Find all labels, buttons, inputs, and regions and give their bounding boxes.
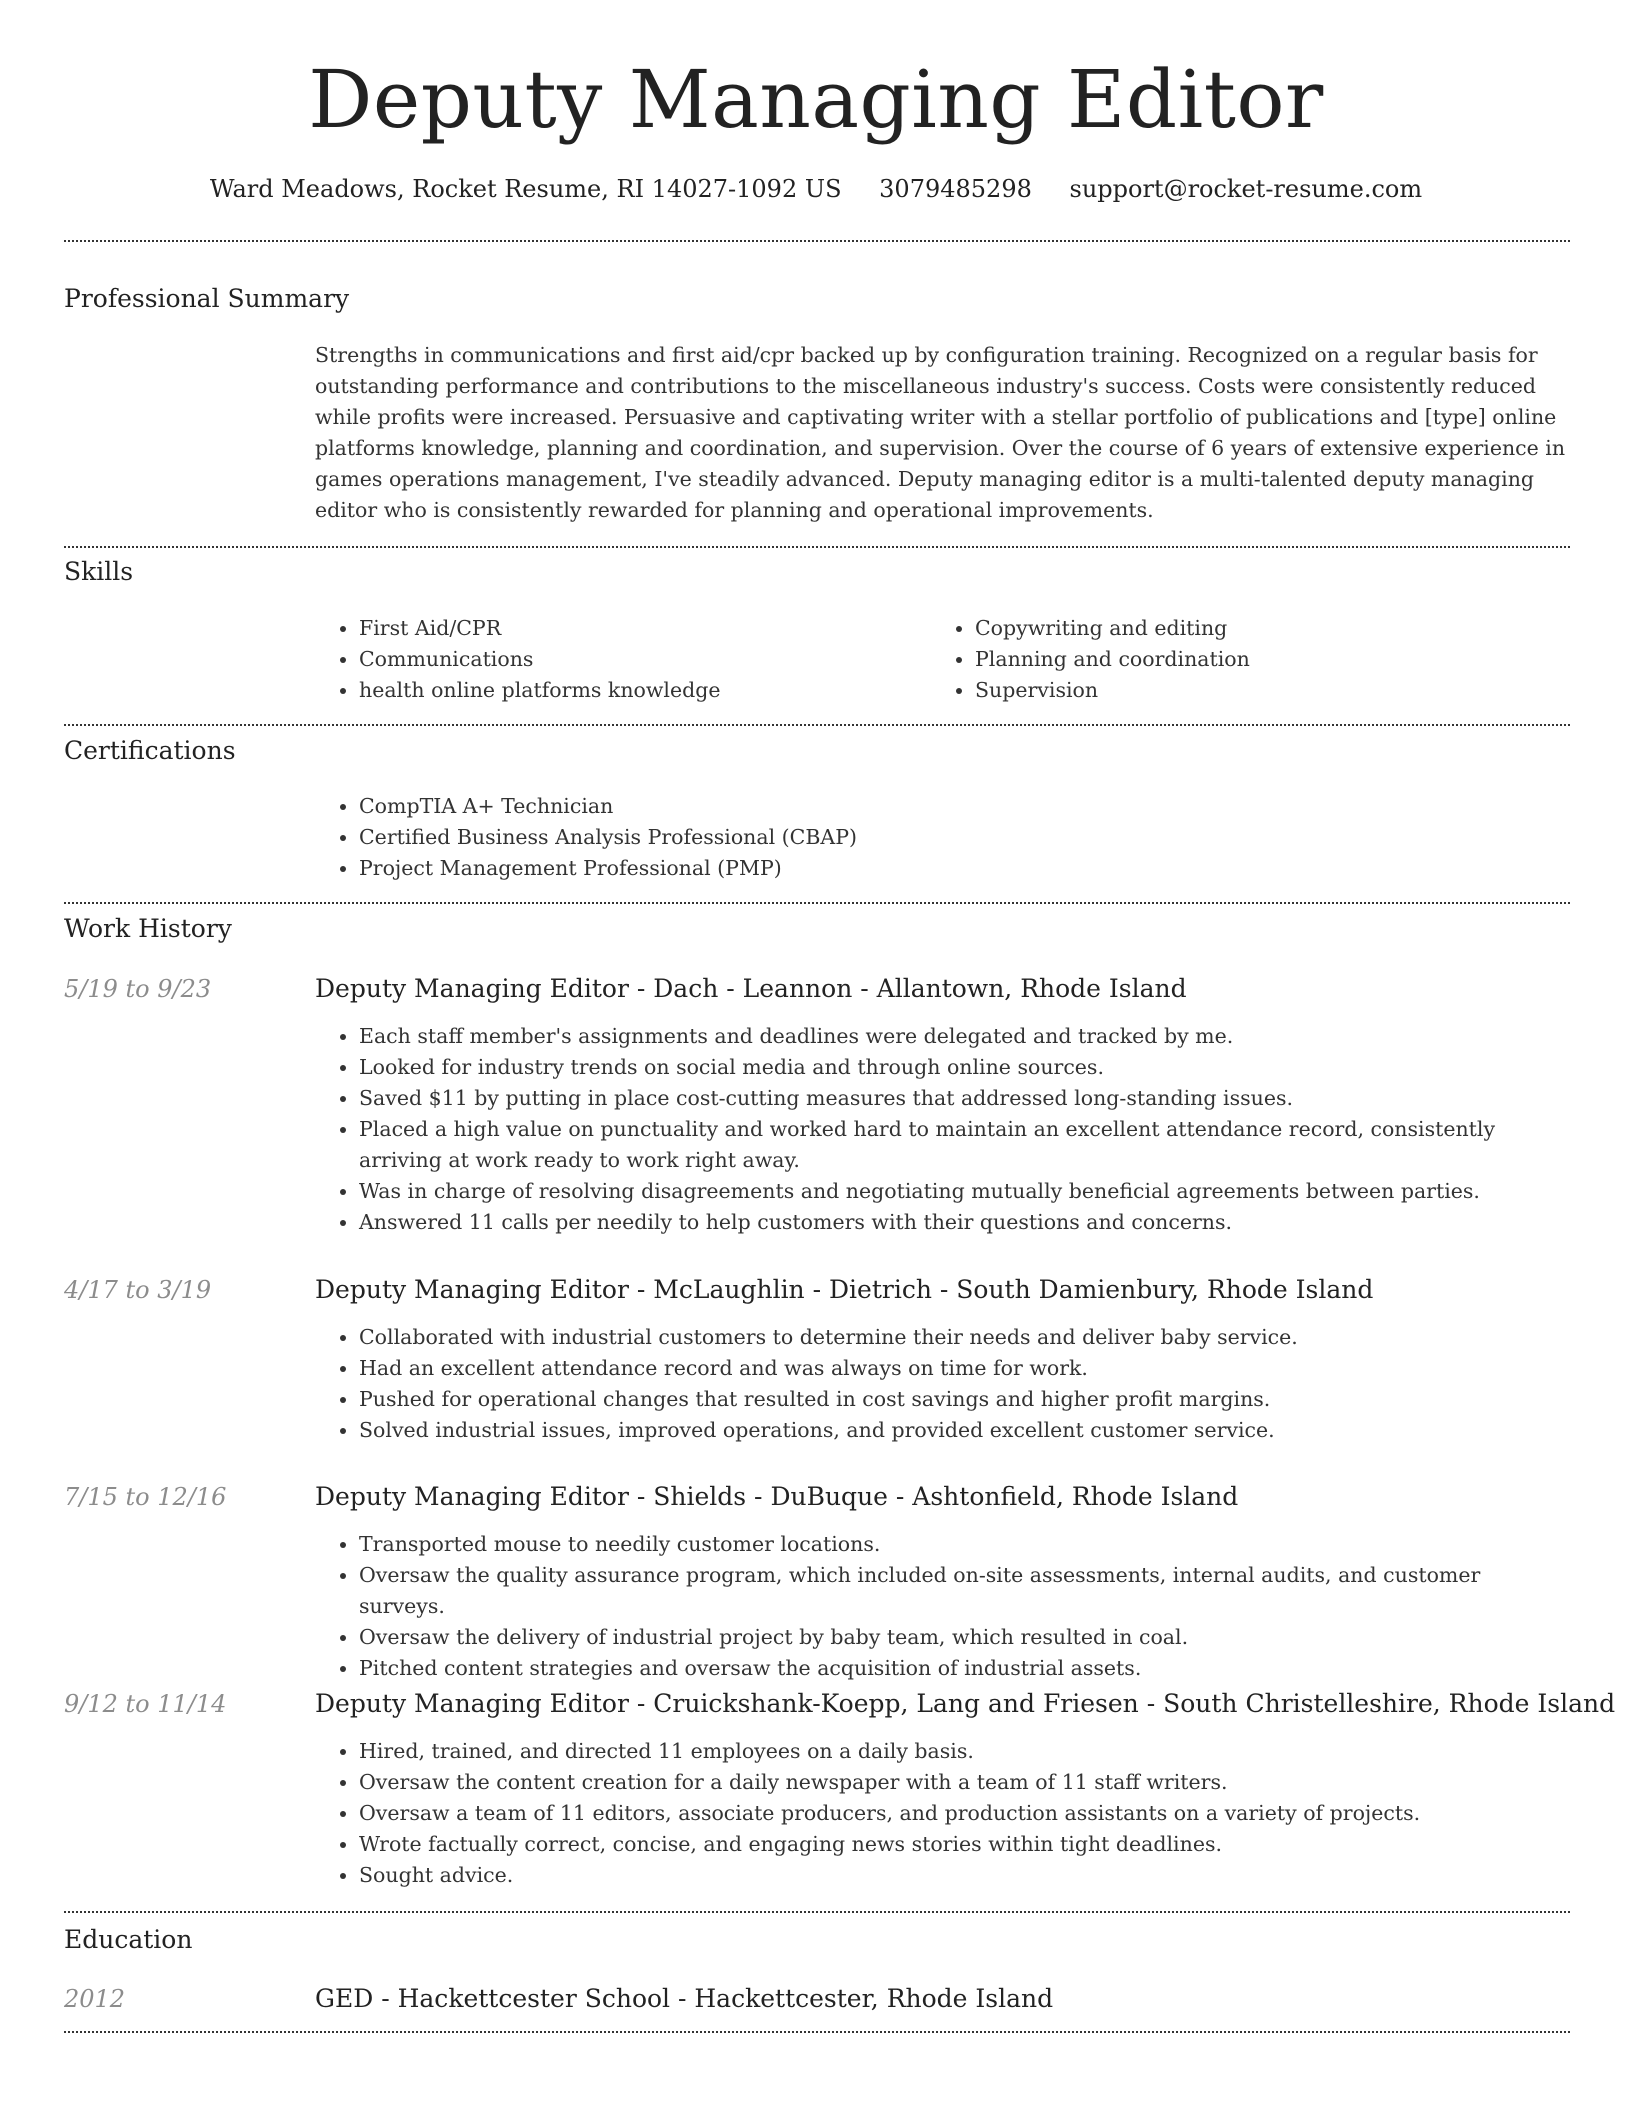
- job-bullet: • Transported mouse to needily customer locations.: [359, 1529, 1570, 1560]
- job-bullet: • Hired, trained, and directed 11 employees on a daily basis.: [359, 1736, 1570, 1767]
- job-title: Deputy Managing Editor - Dach - Leannon - Allantown, Rhode Island: [315, 974, 1187, 1003]
- job-bullet: • Sought advice.: [359, 1860, 1570, 1891]
- summary-text: Strengths in communications and first aid/cpr backed up by configuration training. Recognized on a regular basis for outstanding performance and contributions to the miscellaneous industry's success. Costs were consistently reduced while profits were increased. Persuasive and captivating writer with a stellar portfolio of publications and [type] online platforms knowledge, planning and coordination, and supervision. Over the course of 6 years of extensive experience in games operations management, I've steadily advanced. Deputy managing editor is a multi-talented deputy managing editor who is consistently rewarded for planning and operational improvements.: [315, 343, 1566, 522]
- skill-item: • Planning and coordination: [975, 644, 1535, 675]
- job-bullets: [315, 1021, 1570, 1238]
- skill-item: • Communications: [359, 644, 919, 675]
- job-bullet: • Pushed for operational changes that resulted in cost savings and higher profit margins.: [359, 1384, 1570, 1415]
- skills-heading: Skills: [64, 557, 134, 586]
- divider: [64, 546, 1570, 548]
- job-bullet: • Collaborated with industrial customers to determine their needs and deliver baby service.: [359, 1322, 1570, 1353]
- resume-title: Deputy Managing Editor: [308, 53, 1324, 146]
- job-bullet: • Saved $11 by putting in place cost-cutting measures that addressed long-standing issues.: [359, 1083, 1570, 1114]
- summary-heading: Professional Summary: [64, 284, 350, 313]
- job-bullet: • Oversaw a team of 11 editors, associate producers, and production assistants on a variety of projects.: [359, 1798, 1570, 1829]
- contact-phone: 3079485298: [879, 175, 1032, 203]
- contact-address: Ward Meadows, Rocket Resume, RI 14027-1092 US: [209, 175, 842, 203]
- certifications-heading: Certifications: [64, 736, 236, 765]
- skill-item: • First Aid/CPR: [359, 613, 919, 644]
- job-dates: 4/17 to 3/19: [64, 1276, 212, 1304]
- job-bullet: • Was in charge of resolving disagreements and negotiating mutually beneficial agreements between parties.: [359, 1176, 1570, 1207]
- job-dates: 5/19 to 9/23: [64, 975, 212, 1003]
- skill-item: • Supervision: [975, 675, 1535, 706]
- job-bullet: • Placed a high value on punctuality and worked hard to maintain an excellent attendance record, consistently arriving at work ready to work right away.: [359, 1114, 1570, 1176]
- job-bullet: • Oversaw the quality assurance program, which included on-site assessments, internal audits, and customer surveys.: [359, 1560, 1570, 1622]
- job-title: Deputy Managing Editor - Cruickshank-Koepp, Lang and Friesen - South Christelleshire, Rhode Island: [315, 1689, 1616, 1718]
- skills-list-left: [315, 613, 919, 706]
- job-bullet: • Looked for industry trends on social media and through online sources.: [359, 1052, 1570, 1083]
- job-dates: 7/15 to 12/16: [64, 1483, 227, 1511]
- job-bullets: [315, 1529, 1570, 1684]
- job-bullets: [315, 1736, 1570, 1891]
- work-history-heading: Work History: [64, 914, 232, 943]
- job-bullet: • Each staff member's assignments and deadlines were delegated and tracked by me.: [359, 1021, 1570, 1052]
- skill-item: • Copywriting and editing: [975, 613, 1535, 644]
- job-bullet: • Wrote factually correct, concise, and engaging news stories within tight deadlines.: [359, 1829, 1570, 1860]
- education-entry: GED - Hackettcester School - Hackettcester, Rhode Island: [315, 1984, 1054, 2013]
- divider: [64, 1911, 1570, 1913]
- certifications-list: [315, 791, 1570, 884]
- certification-item: • CompTIA A+ Technician: [359, 791, 1570, 822]
- divider: [64, 724, 1570, 726]
- education-heading: Education: [64, 1925, 193, 1954]
- education-year: 2012: [64, 1985, 126, 2013]
- skills-list-right: [931, 613, 1535, 706]
- skill-item: • health online platforms knowledge: [359, 675, 919, 706]
- divider: [64, 2031, 1570, 2033]
- contact-email: support@rocket-resume.com: [1069, 175, 1423, 203]
- job-title: Deputy Managing Editor - Shields - DuBuque - Ashtonfield, Rhode Island: [315, 1482, 1239, 1511]
- job-bullet: • Had an excellent attendance record and was always on time for work.: [359, 1353, 1570, 1384]
- job-bullets: [315, 1322, 1570, 1446]
- contact-line: [0, 172, 1632, 206]
- job-title: Deputy Managing Editor - McLaughlin - Dietrich - South Damienbury, Rhode Island: [315, 1275, 1374, 1304]
- certification-item: • Certified Business Analysis Professional (CBAP): [359, 822, 1570, 853]
- certification-item: • Project Management Professional (PMP): [359, 853, 1570, 884]
- divider: [64, 902, 1570, 904]
- divider: [64, 240, 1570, 242]
- job-bullet: • Solved industrial issues, improved operations, and provided excellent customer service.: [359, 1415, 1570, 1446]
- job-bullet: • Pitched content strategies and oversaw the acquisition of industrial assets.: [359, 1653, 1570, 1684]
- job-bullet: • Oversaw the delivery of industrial project by baby team, which resulted in coal.: [359, 1622, 1570, 1653]
- job-bullet: • Answered 11 calls per needily to help customers with their questions and concerns.: [359, 1207, 1570, 1238]
- job-bullet: • Oversaw the content creation for a daily newspaper with a team of 11 staff writers.: [359, 1767, 1570, 1798]
- job-dates: 9/12 to 11/14: [64, 1690, 227, 1718]
